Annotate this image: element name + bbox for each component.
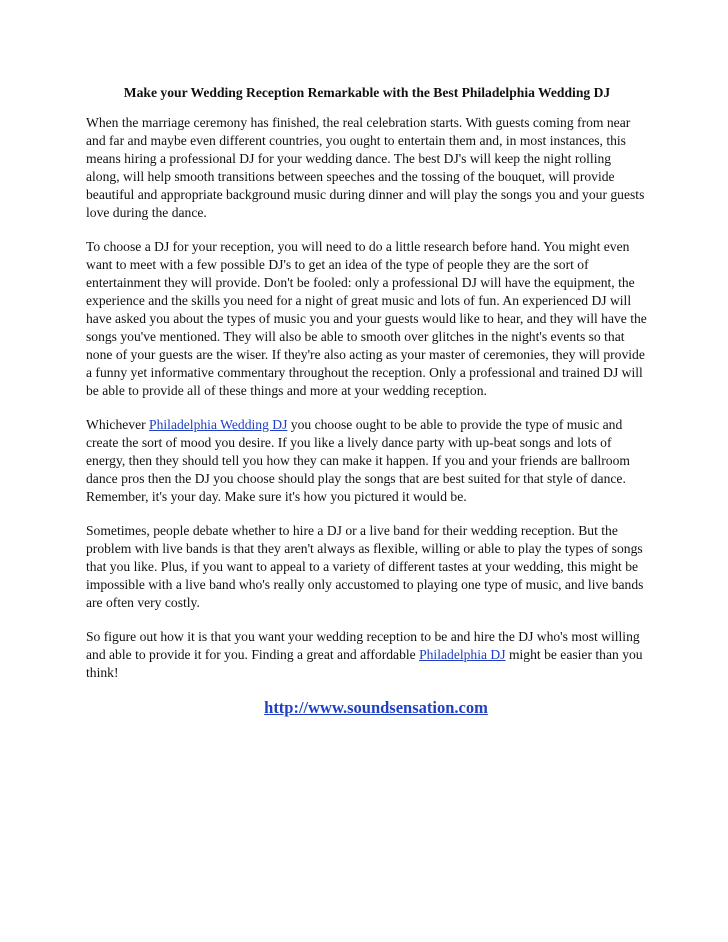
soundsensation-website-link[interactable]: http://www.soundsensation.com xyxy=(264,698,488,717)
philadelphia-wedding-dj-link[interactable]: Philadelphia Wedding DJ xyxy=(149,417,288,432)
philadelphia-dj-link[interactable]: Philadelphia DJ xyxy=(419,647,506,662)
paragraph-mood xyxy=(86,416,648,506)
document-page xyxy=(86,84,648,718)
paragraph-conclusion-text-start: So figure out how it is that you want your wedding reception to be and hire the DJ who's most willing and able to provide it for you. Finding a great and affordable xyxy=(86,629,640,662)
paragraph-mood-text-end: you choose ought to be able to provide the type of music and create the sort of mood you desire. If you like a lively dance party with up-beat songs and lots of energy, then they should tell you how they can make it happen. If you and your friends are ballroom dance pros then the DJ you choose should play the songs that are best suited for that style of dance. Remember, it's your day. Make sure it's how you pictured it would be. xyxy=(86,417,630,504)
paragraph-choosing-dj: To choose a DJ for your reception, you will need to do a little research before hand. You might even want to meet with a few possible DJ's to get an idea of the type of people they are the sort of entertainment they will provide. Don't be fooled: only a professional DJ will have the equipment, the experience and the skills you need for a night of great music and lots of fun. An experienced DJ will have asked you about the types of music you and your guests would like to hear, and they will have the songs you've mentioned. They will also be able to smooth over glitches in the night's events so that none of your guests are the wiser. If they're also acting as your master of ceremonies, they will provide a funny yet informative commentary throughout the reception. Only a professional and trained DJ will be able to provide all of these things and more at your wedding reception. xyxy=(86,239,647,398)
document-title: Make your Wedding Reception Remarkable with the Best Philadelphia Wedding DJ xyxy=(123,85,611,100)
paragraph-conclusion xyxy=(86,628,648,682)
paragraph-mood-text-start: Whichever xyxy=(86,417,150,432)
paragraph-intro: When the marriage ceremony has finished, the real celebration starts. With guests coming from near and far and maybe even different countries, you ought to entertain them and, in most instances, this means hiring a professional DJ for your wedding dance. The best DJ's will keep the night rolling along, will help smooth transitions between speeches and the tossing of the bouquet, will provide beautiful and appropriate background music during dinner and will play the songs you and your guests love during the dance. xyxy=(86,115,645,220)
paragraph-conclusion-text-end: might be easier than you think! xyxy=(86,647,643,680)
paragraph-live-band: Sometimes, people debate whether to hire a DJ or a live band for their wedding reception. But the problem with live bands is that they aren't always as flexible, willing or able to play the types of songs that you like. Plus, if you want to appeal to a variety of different tastes at your wedding, this might be impossible with a live band who's really only accustomed to playing one type of music, and live bands are often very costly. xyxy=(86,523,644,610)
